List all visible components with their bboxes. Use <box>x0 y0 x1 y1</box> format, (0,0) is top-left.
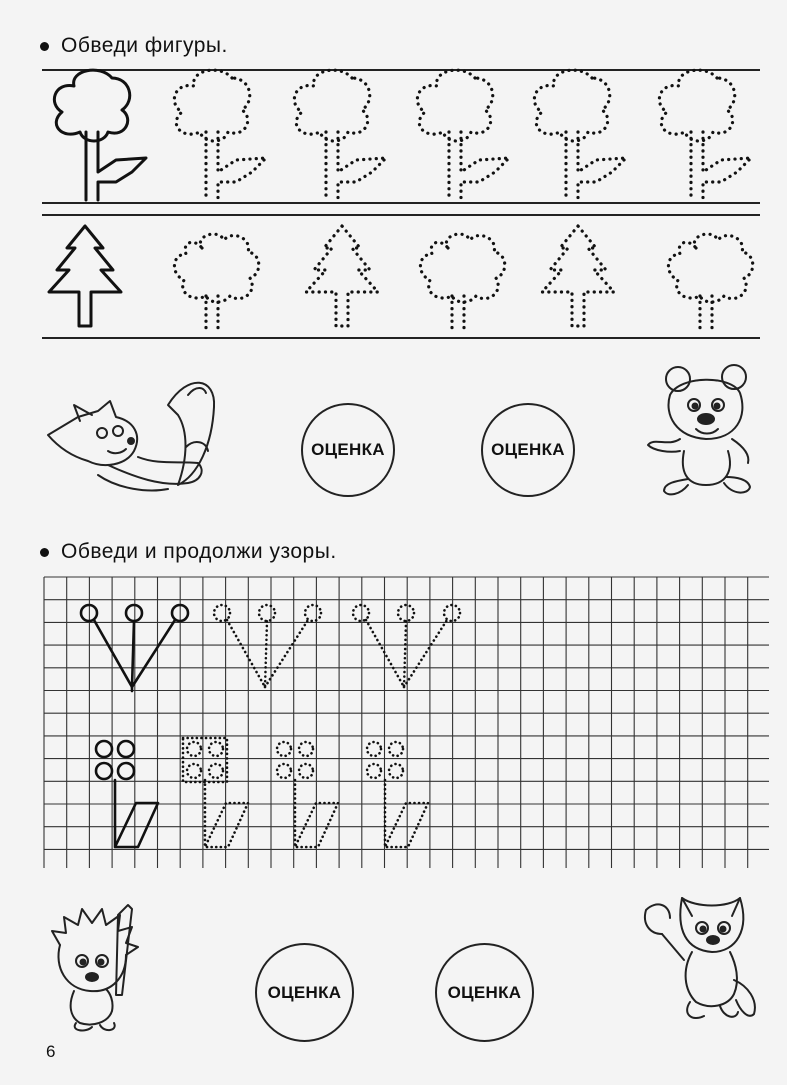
grade-label: ОЦЕНКА <box>447 982 522 1002</box>
grade-circle <box>301 403 395 497</box>
shapes-tracing-area <box>0 0 787 340</box>
pattern-branch-dotted <box>214 605 321 687</box>
bear-cub-illustration <box>640 355 770 505</box>
fir-tree-icon <box>49 226 121 326</box>
task2-title <box>40 540 337 564</box>
fir-tree-icon-dotted <box>542 226 614 326</box>
deciduous-tree-icon-dotted <box>174 234 258 328</box>
pattern-flower-dotted <box>367 742 428 847</box>
flower-icon <box>54 70 146 200</box>
pattern-flower-solid <box>96 741 158 847</box>
fox-illustration <box>38 365 238 505</box>
hedgehog-illustration <box>40 905 150 1035</box>
grade-circle <box>435 943 534 1042</box>
grade-label: ОЦЕНКА <box>267 982 342 1002</box>
deciduous-tree-icon-dotted <box>668 234 752 328</box>
flower-icon-dotted <box>659 70 751 200</box>
task2-title-text: Обведи и продолжи узоры. <box>61 540 337 563</box>
bullet-icon <box>40 548 49 557</box>
task1-title-text: Обведи фигуры. <box>61 34 228 57</box>
pattern-grid <box>40 573 770 873</box>
flower-icon-dotted <box>417 70 509 200</box>
fir-tree-icon-dotted <box>306 226 378 326</box>
grade-circle <box>481 403 575 497</box>
page-number: 6 <box>46 1042 56 1061</box>
grade-circle <box>255 943 354 1042</box>
deciduous-tree-icon-dotted <box>420 234 504 328</box>
grade-label: ОЦЕНКА <box>311 440 385 459</box>
pattern-flower-dotted <box>183 738 248 847</box>
wolf-cub-illustration <box>636 890 766 1030</box>
pattern-flower-dotted <box>277 742 338 847</box>
flower-icon-dotted <box>534 70 626 200</box>
pattern-branch-dotted <box>353 605 460 687</box>
flower-icon-dotted <box>174 70 266 200</box>
grade-label: ОЦЕНКА <box>491 440 565 459</box>
flower-icon-dotted <box>294 70 386 200</box>
